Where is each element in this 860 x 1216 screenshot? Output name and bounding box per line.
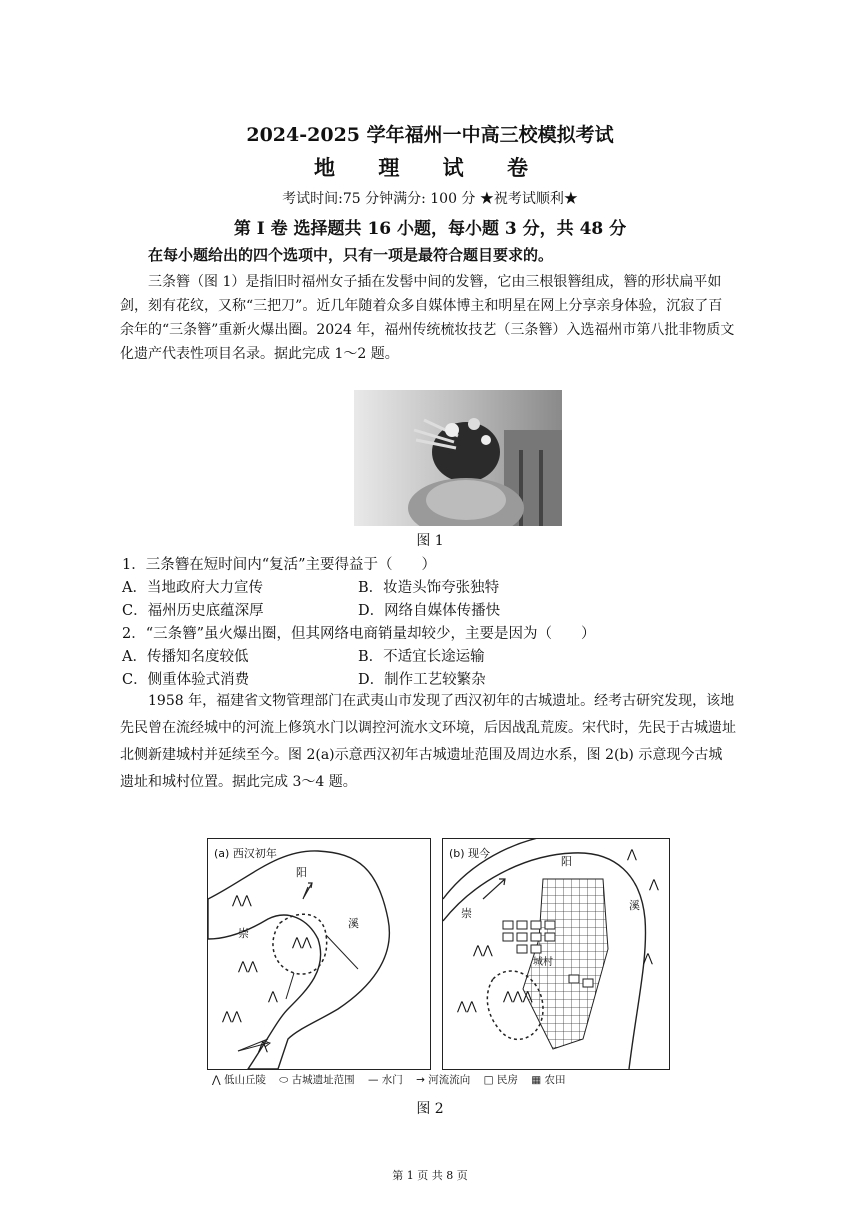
- hill-icon: ⋀: [643, 951, 653, 965]
- passage-1: 三条簪（图 1）是指旧时福州女子插在发髻中间的发簪，它由三根银簪组成，簪的形状扁平如剑，刻有花纹，又称“三把刀”。近几年随着众多自媒体博主和明星在网上分享亲身体验，沉寂了百余年的“三条簪”重新火爆出圈。2024 年，福州传统梳妆技艺（三条簪）入选福州市第八批非物质文化遗产代表性项目名录。据此完成 1～2 题。: [120, 274, 735, 362]
- legend-hills: 低山丘陵: [223, 1074, 266, 1086]
- question-1-stem: 1．三条簪在短时间内“复活”主要得益于（ ）: [122, 557, 437, 573]
- figure-1-caption: 图 1: [416, 533, 444, 549]
- figure-1-photo: [354, 390, 562, 526]
- hill-icon: ⋀: [212, 1074, 224, 1086]
- legend-water-gate: 水门: [381, 1074, 403, 1086]
- hill-icon: ⋀⋀: [292, 935, 312, 949]
- question-1-option-a: A．当地政府大力宣传: [122, 580, 263, 596]
- hill-icon: ⋀⋀⋀: [503, 989, 533, 1003]
- house-icon: □: [483, 1074, 497, 1086]
- figure-2-caption: 图 2: [416, 1101, 444, 1117]
- river-label-chong-b: 崇: [461, 907, 472, 920]
- hill-icon: ⋀⋀: [238, 959, 258, 973]
- question-2-option-d: D．制作工艺较繁杂: [358, 672, 486, 688]
- arrow-icon: →: [416, 1074, 429, 1086]
- dashed-boundary-icon: ⬭: [279, 1074, 292, 1086]
- figure-2b-map: [442, 838, 670, 1070]
- hill-icon: ⋀: [649, 877, 659, 891]
- water-gate-icon: —: [367, 1074, 382, 1086]
- farmland-icon: ▦: [531, 1074, 545, 1086]
- legend-city-range: 古城遗址范围: [291, 1074, 355, 1086]
- hill-icon: ⋀⋀: [473, 943, 493, 957]
- river-label-xi-a: 溪: [348, 917, 359, 930]
- section-heading: 第 I 卷 选择题共 16 小题，每小题 3 分，共 48 分: [233, 219, 627, 239]
- question-2-stem: 2．“三条簪”虽火爆出圈，但其网络电商销量却较少，主要是因为（ ）: [122, 626, 596, 642]
- river-label-xi-b: 溪: [629, 899, 640, 912]
- instruction: 在每小题给出的四个选项中，只有一项是最符合题目要求的。: [148, 246, 554, 264]
- question-2-option-b: B．不适宜长途运输: [358, 649, 485, 665]
- river-label-yang-b: 阳: [561, 855, 572, 868]
- question-1-option-c: C．福州历史底蕴深厚: [122, 603, 264, 619]
- hill-icon: ⋀: [268, 989, 278, 1003]
- figure-2a-label: (a) 西汉初年: [214, 847, 277, 860]
- hill-icon: ⋀: [258, 1039, 268, 1053]
- question-2-option-c: C．侧重体验式消费: [122, 672, 250, 688]
- passage-2: 1958 年，福建省文物管理部门在武夷山市发现了西汉初年的古城遗址。经考古研究发现，该地先民曾在流经城中的河流上修筑水门以调控河流水文环境，后因战乱荒废。宋代时，先民于古城遗址北侧新建城村并延续至今。图 2(a)示意西汉初年古城遗址范围及周边水系，图 2(b) 示意现今古城遗址和城村位置。据此完成 3～4 题。: [120, 693, 736, 790]
- hill-icon: ⋀⋀: [457, 999, 477, 1013]
- page-footer: 第 1 页 共 8 页: [392, 1169, 468, 1182]
- figure-2-legend: [212, 1072, 566, 1087]
- question-1-option-b: B．妆造头饰夸张独特: [358, 580, 500, 596]
- river-label-yang-a: 阳: [296, 866, 307, 879]
- figure-2b-label: (b) 现今: [449, 847, 491, 860]
- village-label: 城村: [533, 957, 553, 968]
- river-label-chong-a: 崇: [238, 927, 249, 940]
- exam-subject: 地 理 试 卷: [314, 155, 546, 180]
- question-1-option-d: D．网络自媒体传播快: [358, 603, 501, 619]
- legend-house: 民房: [496, 1074, 518, 1086]
- exam-title: 2024-2025 学年福州一中高三校模拟考试: [246, 124, 614, 146]
- hill-icon: ⋀⋀: [232, 893, 252, 907]
- figure-2a-map: [207, 838, 431, 1070]
- exam-meta: 考试时间:75 分钟满分: 100 分 ★祝考试顺利★: [282, 191, 578, 207]
- legend-flow: 河流流向: [428, 1074, 471, 1086]
- hill-icon: ⋀⋀: [222, 1009, 242, 1023]
- hill-icon: ⋀: [627, 847, 637, 861]
- legend-farmland: 农田: [544, 1074, 566, 1086]
- question-2-option-a: A．传播知名度较低: [122, 649, 249, 665]
